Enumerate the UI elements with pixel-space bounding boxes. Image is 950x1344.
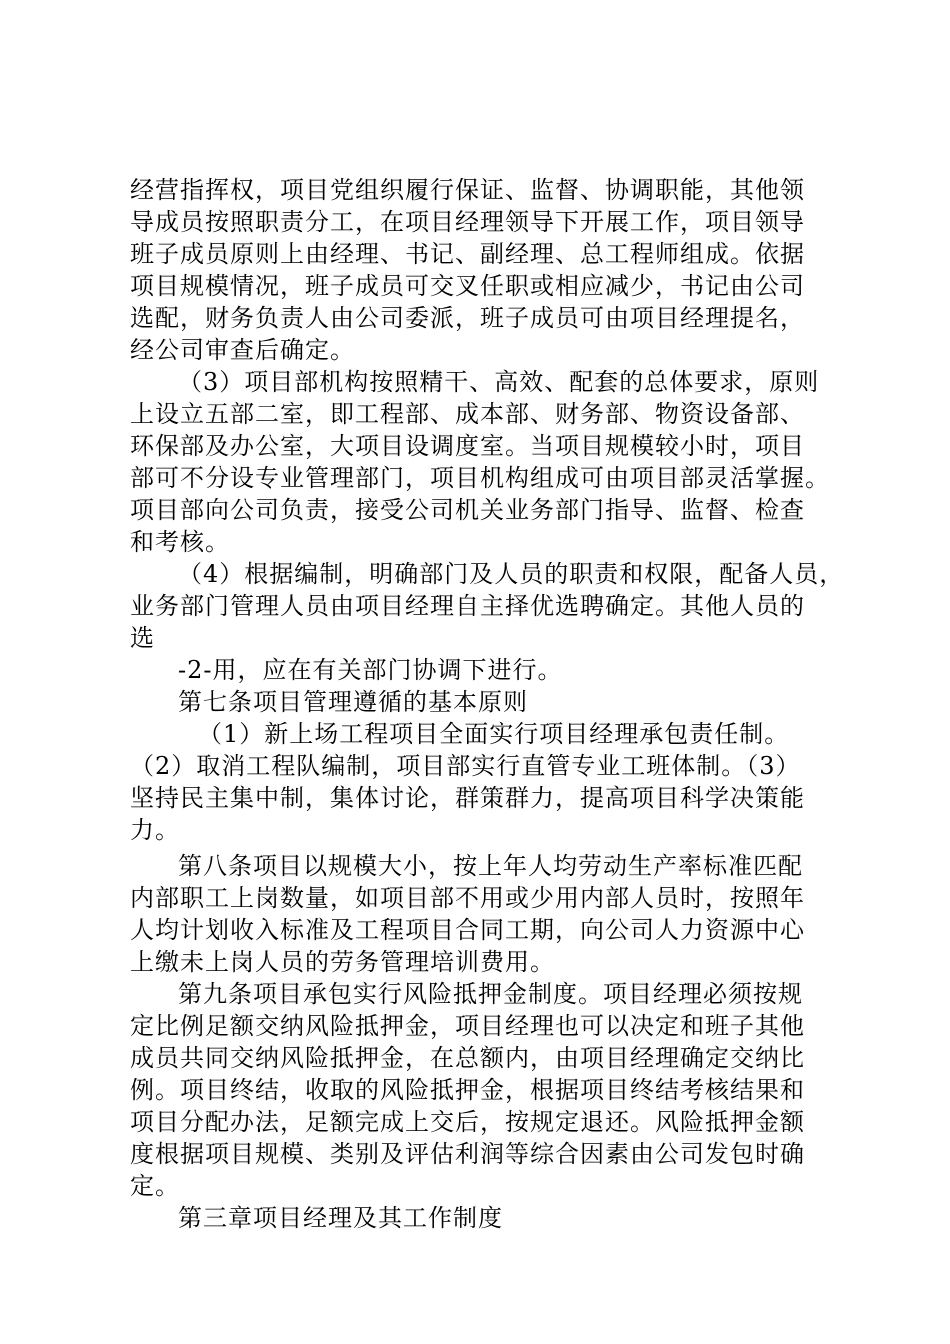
article-7-heading: 第七条项目管理遵循的基本原则 [178,688,528,716]
chapter-3-heading: 第三章项目经理及其工作制度 [178,1204,503,1232]
text-line: 度根据项目规模、类别及评估利润等综合因素由公司发包时确 [130,1140,805,1168]
article-8-paragraph: 第八条项目以规模大小，按上年人均劳动生产率标准匹配 [178,852,803,880]
text-line: 上缴未上岗人员的劳务管理培训费用。 [130,948,555,976]
text-line: 人均计划收入标准及工程项目合同工期，向公司人力资源中心 [130,916,805,944]
text-line: 选配，财务负责人由公司委派，班子成员可由项目经理提名， [130,304,805,332]
text-line: （2）取消工程队编制，项目部实行直管专业工班体制。（3） [130,752,801,780]
text-line: 成员共同交纳风险抵押金，在总额内，由项目经理确定交纳比 [130,1044,805,1072]
text-line: 定比例足额交纳风险抵押金，项目经理也可以决定和班子其他 [130,1012,805,1040]
text-line: 项目部向公司负责，接受公司机关业务部门指导、监督、检查 [130,496,805,524]
page-number-line: -2-用，应在有关部门协调下进行。 [178,656,563,684]
text-line: 项目规模情况，班子成员可交叉任职或相应减少，书记由公司 [130,272,805,300]
text-line: 部可不分设专业管理部门，项目机构组成可由项目部灵活掌握。 [130,464,830,492]
text-line: 内部职工上岗数量，如项目部不用或少用内部人员时，按照年 [130,884,805,912]
paragraph-item-1: （1）新上场工程项目全面实行项目经理承包责任制。 [198,720,790,748]
article-9-paragraph: 第九条项目承包实行风险抵押金制度。项目经理必须按规 [178,980,803,1008]
text-line: 选 [130,624,155,652]
text-line: 坚持民主集中制，集体讨论，群策群力，提高项目科学决策能 [130,784,805,812]
text-line: 经公司审查后确定。 [130,336,355,364]
text-line: 和考核。 [130,528,230,556]
text-line: 班子成员原则上由经理、书记、副经理、总工程师组成。依据 [130,240,805,268]
text-line: 环保部及办公室，大项目设调度室。当项目规模较小时，项目 [130,432,805,460]
text-line: 定。 [130,1172,180,1200]
paragraph-item-3: （3）项目部机构按照精干、高效、配套的总体要求，原则 [178,368,820,396]
text-line: 力。 [130,816,180,844]
text-line: 项目分配办法，足额完成上交后，按规定退还。风险抵押金额 [130,1108,805,1136]
text-line: 例。项目终结，收取的风险抵押金，根据项目终结考核结果和 [130,1076,805,1104]
text-line: 导成员按照职责分工，在项目经理领导下开展工作，项目领导 [130,208,805,236]
text-line: 上设立五部二室，即工程部、成本部、财务部、物资设备部、 [130,400,805,428]
text-line: 业务部门管理人员由项目经理自主择优选聘确定。其他人员的 [130,592,805,620]
paragraph-item-4: （4）根据编制，明确部门及人员的职责和权限，配备人员， [178,560,845,588]
text-line: 经营指挥权，项目党组织履行保证、监督、协调职能，其他领 [130,176,805,204]
